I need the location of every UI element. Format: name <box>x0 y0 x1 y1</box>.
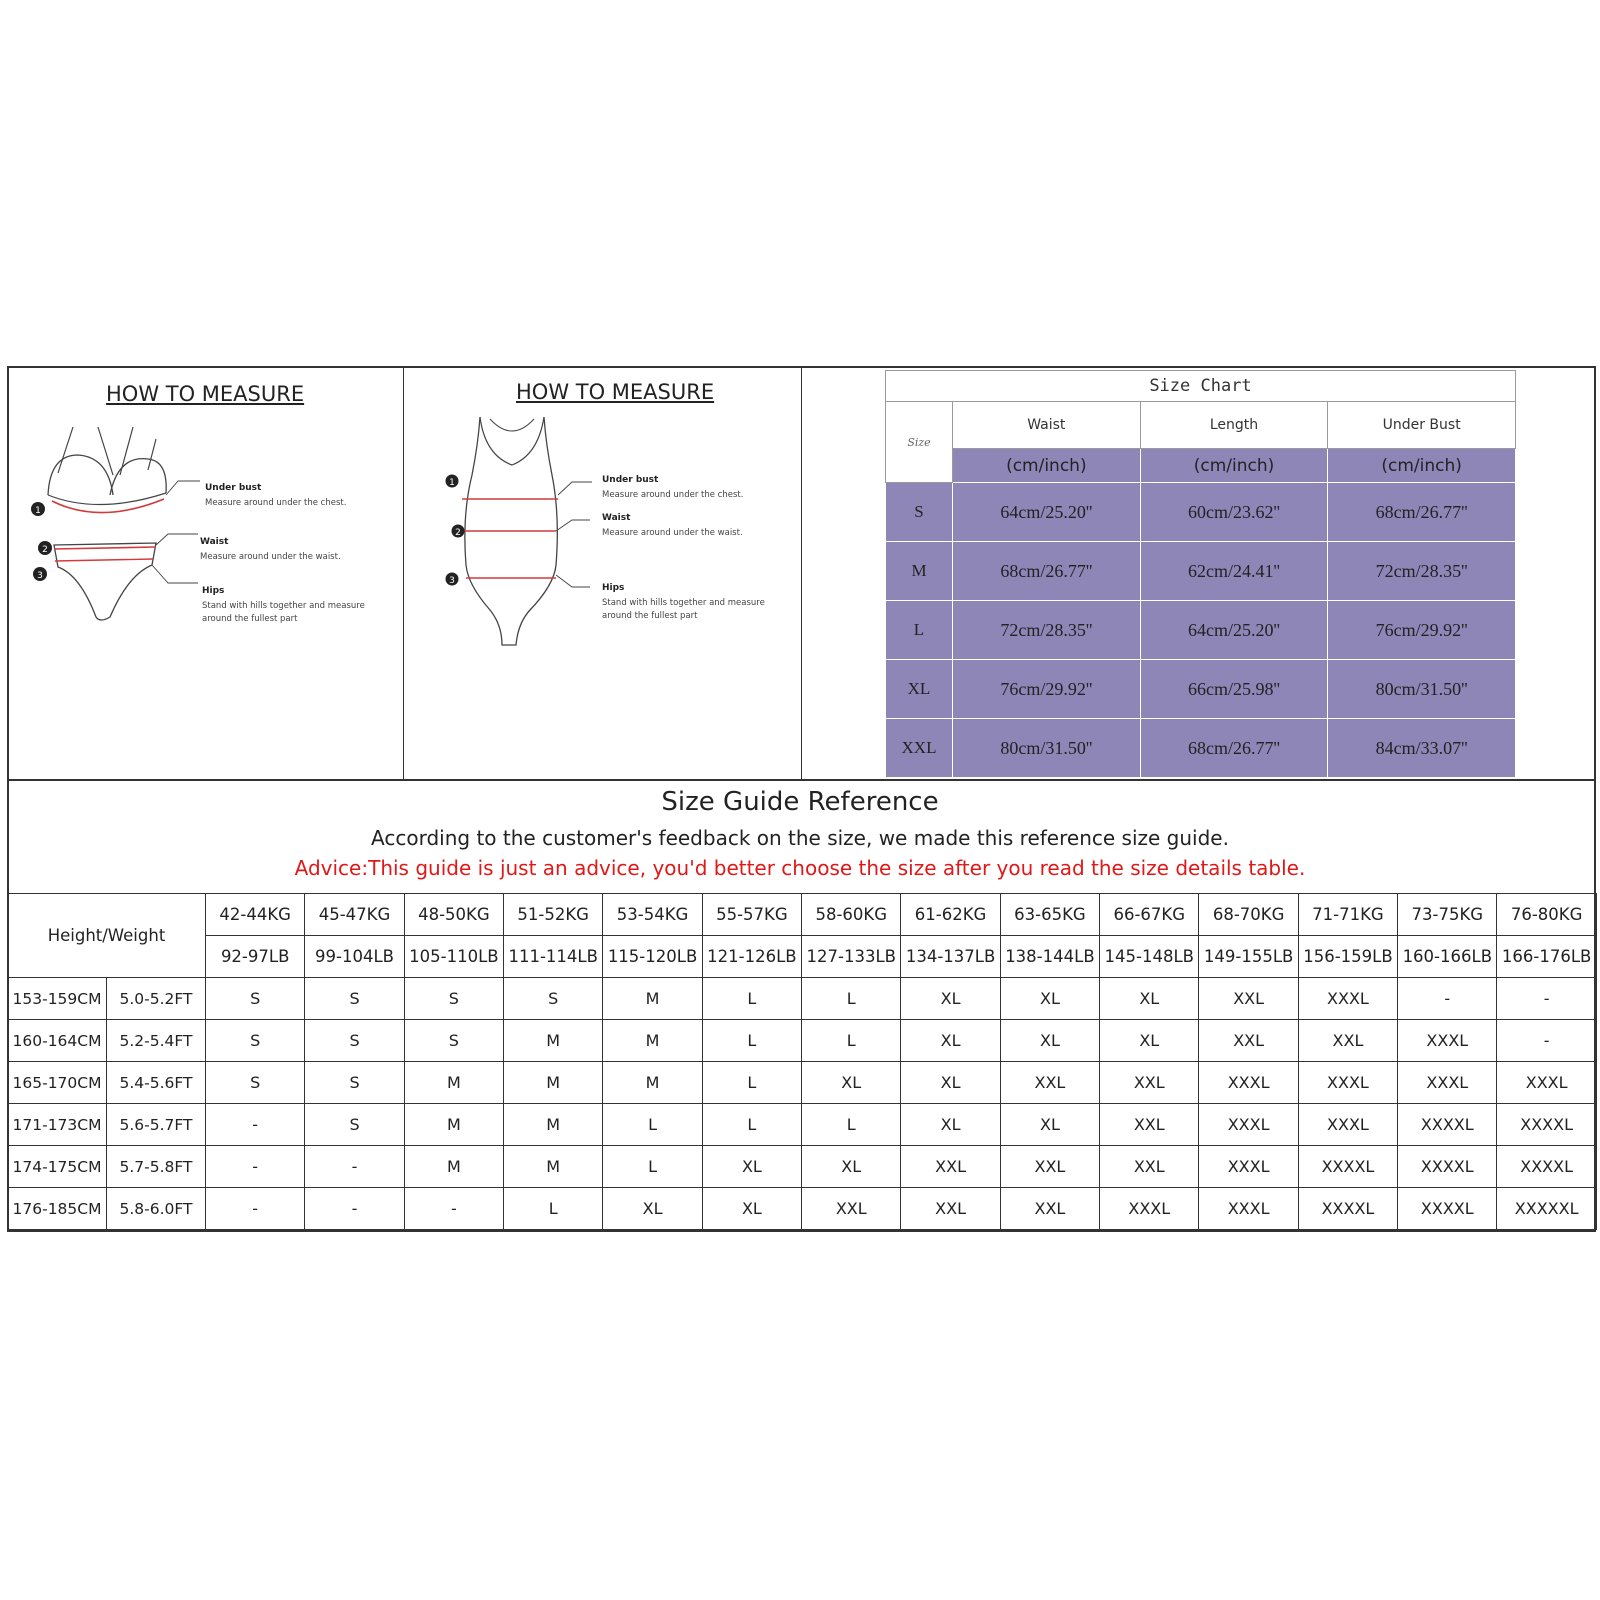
recommended-size-cell: XXL <box>1298 1020 1397 1062</box>
weight-lb-header: 127-133LB <box>802 936 901 978</box>
recommended-size-cell: XL <box>1000 978 1099 1020</box>
weight-lb-row <box>8 936 1597 978</box>
weight-kg-header: 66-67KG <box>1100 894 1199 936</box>
recommended-size-cell: XL <box>702 1146 801 1188</box>
weight-lb-header: 138-144LB <box>1000 936 1099 978</box>
size-chart-row <box>886 601 1516 660</box>
recommended-size-cell: L <box>702 1104 801 1146</box>
recommended-size-cell: XL <box>1000 1104 1099 1146</box>
recommended-size-cell: S <box>404 1020 503 1062</box>
size-guide-title: Size Guide Reference <box>661 787 939 817</box>
recommended-size-cell: XXL <box>1100 1146 1199 1188</box>
recommended-size-cell: XL <box>1100 1020 1199 1062</box>
hips-label: Hips <box>602 583 625 593</box>
recommended-size-cell: XXL <box>1100 1062 1199 1104</box>
weight-lb-header: 99-104LB <box>305 936 404 978</box>
waist-label: Waist <box>602 513 631 523</box>
recommended-size-cell: XXXXL <box>1298 1188 1397 1230</box>
hips-label: Hips <box>202 586 225 596</box>
recommended-size-cell: M <box>603 1020 702 1062</box>
size-value: 66cm/25.98'' <box>1140 660 1328 719</box>
recommended-size-cell: XXL <box>1000 1146 1099 1188</box>
weight-kg-header: 55-57KG <box>702 894 801 936</box>
size-guide-row <box>8 1062 1597 1104</box>
height-ft-cell: 5.7-5.8FT <box>107 1146 206 1188</box>
weight-kg-row <box>8 894 1597 936</box>
recommended-size-cell: M <box>603 978 702 1020</box>
recommended-size-cell: - <box>206 1104 305 1146</box>
recommended-size-cell: S <box>206 978 305 1020</box>
size-value: 84cm/33.07'' <box>1328 719 1516 778</box>
recommended-size-cell: XL <box>802 1062 901 1104</box>
how-to-measure-title: HOW TO MEASURE <box>106 382 305 406</box>
recommended-size-cell: XXXL <box>1298 1062 1397 1104</box>
under-bust-text: Measure around under the chest. <box>602 490 744 500</box>
recommended-size-cell: S <box>305 1104 404 1146</box>
recommended-size-cell: XL <box>901 1062 1000 1104</box>
size-value: 80cm/31.50'' <box>1328 660 1516 719</box>
under-bust-text: Measure around under the chest. <box>205 498 347 508</box>
recommended-size-cell: - <box>1497 1020 1596 1062</box>
weight-kg-header: 53-54KG <box>603 894 702 936</box>
weight-kg-header: 45-47KG <box>305 894 404 936</box>
recommended-size-cell: M <box>504 1062 603 1104</box>
weight-lb-header: 156-159LB <box>1298 936 1397 978</box>
weight-lb-header: 92-97LB <box>206 936 305 978</box>
recommended-size-cell: M <box>404 1146 503 1188</box>
size-value: 68cm/26.77'' <box>1140 719 1328 778</box>
weight-kg-header: 61-62KG <box>901 894 1000 936</box>
recommended-size-cell: XXXL <box>1298 978 1397 1020</box>
size-value: 76cm/29.92'' <box>1328 601 1516 660</box>
recommended-size-cell: XXL <box>1100 1104 1199 1146</box>
recommended-size-cell: XXXL <box>1100 1188 1199 1230</box>
recommended-size-cell: XL <box>603 1188 702 1230</box>
unit-label: (cm/inch) <box>1328 449 1516 483</box>
weight-kg-header: 68-70KG <box>1199 894 1298 936</box>
recommended-size-cell: - <box>305 1188 404 1230</box>
size-guide-advice: Advice:This guide is just an advice, you'd better choose the size after you read the size details table. <box>294 856 1306 880</box>
recommended-size-cell: XXXL <box>1298 1104 1397 1146</box>
recommended-size-cell: XL <box>901 1104 1000 1146</box>
waist-column-header: Waist <box>953 402 1141 449</box>
svg-text:2: 2 <box>42 545 48 555</box>
recommended-size-cell: M <box>504 1146 603 1188</box>
recommended-size-cell: - <box>206 1146 305 1188</box>
recommended-size-cell: L <box>702 1020 801 1062</box>
recommended-size-cell: XXXL <box>1199 1188 1298 1230</box>
size-value: 60cm/23.62'' <box>1140 483 1328 542</box>
size-chart-table <box>885 370 1516 778</box>
recommended-size-cell: M <box>504 1020 603 1062</box>
recommended-size-cell: L <box>504 1188 603 1230</box>
recommended-size-cell: XXXXL <box>1497 1146 1596 1188</box>
size-value: 68cm/26.77'' <box>953 542 1141 601</box>
size-label: L <box>886 601 953 660</box>
waist-text: Measure around under the waist. <box>602 528 743 538</box>
recommended-size-cell: L <box>702 1062 801 1104</box>
waist-text: Measure around under the waist. <box>200 552 341 562</box>
hips-text: Stand with hills together and measure around the fullest part <box>202 601 365 624</box>
recommended-size-cell: XL <box>702 1188 801 1230</box>
recommended-size-cell: - <box>305 1146 404 1188</box>
recommended-size-cell: M <box>404 1062 503 1104</box>
recommended-size-cell: - <box>1497 978 1596 1020</box>
weight-lb-header: 166-176LB <box>1497 936 1596 978</box>
weight-lb-header: 134-137LB <box>901 936 1000 978</box>
recommended-size-cell: L <box>603 1104 702 1146</box>
recommended-size-cell: L <box>603 1146 702 1188</box>
recommended-size-cell: S <box>305 1062 404 1104</box>
recommended-size-cell: - <box>1398 978 1497 1020</box>
size-guide-row <box>8 1146 1597 1188</box>
recommended-size-cell: L <box>802 978 901 1020</box>
size-guide-row <box>8 1020 1597 1062</box>
weight-kg-header: 73-75KG <box>1398 894 1497 936</box>
recommended-size-cell: XXXXL <box>1398 1104 1497 1146</box>
size-chart-row <box>886 660 1516 719</box>
unit-label: (cm/inch) <box>953 449 1141 483</box>
size-value: 72cm/28.35'' <box>1328 542 1516 601</box>
recommended-size-cell: XXXXL <box>1298 1146 1397 1188</box>
height-cm-cell: 153-159CM <box>8 978 107 1020</box>
svg-text:2: 2 <box>455 528 461 538</box>
height-ft-cell: 5.4-5.6FT <box>107 1062 206 1104</box>
weight-lb-header: 111-114LB <box>504 936 603 978</box>
recommended-size-cell: XXXL <box>1398 1020 1497 1062</box>
hips-text: Stand with hills together and measure around the fullest part <box>602 598 765 621</box>
recommended-size-cell: XXXXL <box>1497 1104 1596 1146</box>
height-ft-cell: 5.2-5.4FT <box>107 1020 206 1062</box>
recommended-size-cell: XXL <box>802 1188 901 1230</box>
size-guide-table <box>7 893 1597 1230</box>
unit-label: (cm/inch) <box>1140 449 1328 483</box>
recommended-size-cell: XL <box>901 978 1000 1020</box>
recommended-size-cell: L <box>802 1104 901 1146</box>
size-chart-row <box>886 719 1516 778</box>
recommended-size-cell: XXL <box>901 1146 1000 1188</box>
recommended-size-cell: XXXL <box>1199 1062 1298 1104</box>
size-value: 64cm/25.20'' <box>953 483 1141 542</box>
under-bust-label: Under bust <box>602 475 659 485</box>
size-chart-title: Size Chart <box>886 371 1516 402</box>
height-cm-cell: 171-173CM <box>8 1104 107 1146</box>
waist-label: Waist <box>200 537 229 547</box>
recommended-size-cell: XXXL <box>1199 1104 1298 1146</box>
weight-kg-header: 42-44KG <box>206 894 305 936</box>
svg-text:1: 1 <box>449 478 455 488</box>
height-ft-cell: 5.0-5.2FT <box>107 978 206 1020</box>
weight-kg-header: 51-52KG <box>504 894 603 936</box>
size-guide-row <box>8 1104 1597 1146</box>
recommended-size-cell: XXL <box>1000 1062 1099 1104</box>
svg-text:1: 1 <box>35 506 41 516</box>
size-value: 64cm/25.20'' <box>1140 601 1328 660</box>
recommended-size-cell: XL <box>1100 978 1199 1020</box>
recommended-size-cell: M <box>603 1062 702 1104</box>
recommended-size-cell: XL <box>802 1146 901 1188</box>
weight-lb-header: 115-120LB <box>603 936 702 978</box>
recommended-size-cell: S <box>305 1020 404 1062</box>
height-cm-cell: 174-175CM <box>8 1146 107 1188</box>
height-ft-cell: 5.8-6.0FT <box>107 1188 206 1230</box>
recommended-size-cell: XXXL <box>1398 1062 1497 1104</box>
size-column-label: Size <box>886 402 953 483</box>
size-chart-row <box>886 483 1516 542</box>
height-ft-cell: 5.6-5.7FT <box>107 1104 206 1146</box>
recommended-size-cell: XXL <box>1199 1020 1298 1062</box>
size-value: 80cm/31.50'' <box>953 719 1141 778</box>
recommended-size-cell: L <box>702 978 801 1020</box>
recommended-size-cell: - <box>404 1188 503 1230</box>
recommended-size-cell: XL <box>901 1020 1000 1062</box>
recommended-size-cell: XXL <box>1199 978 1298 1020</box>
weight-kg-header: 48-50KG <box>404 894 503 936</box>
size-guide-subtitle: According to the customer's feedback on the size, we made this reference size guide. <box>371 826 1229 850</box>
length-column-header: Length <box>1140 402 1328 449</box>
weight-lb-header: 145-148LB <box>1100 936 1199 978</box>
svg-text:3: 3 <box>449 576 455 586</box>
recommended-size-cell: S <box>504 978 603 1020</box>
weight-lb-header: 121-126LB <box>702 936 801 978</box>
recommended-size-cell: XXXL <box>1199 1146 1298 1188</box>
recommended-size-cell: XXXXXL <box>1497 1188 1596 1230</box>
height-cm-cell: 176-185CM <box>8 1188 107 1230</box>
recommended-size-cell: XXXXL <box>1398 1188 1497 1230</box>
under-bust-column-header: Under Bust <box>1328 402 1516 449</box>
weight-kg-header: 63-65KG <box>1000 894 1099 936</box>
recommended-size-cell: L <box>802 1020 901 1062</box>
height-cm-cell: 160-164CM <box>8 1020 107 1062</box>
size-label: M <box>886 542 953 601</box>
recommended-size-cell: M <box>404 1104 503 1146</box>
size-value: 72cm/28.35'' <box>953 601 1141 660</box>
recommended-size-cell: XXL <box>1000 1188 1099 1230</box>
weight-kg-header: 76-80KG <box>1497 894 1596 936</box>
height-cm-cell: 165-170CM <box>8 1062 107 1104</box>
recommended-size-cell: XL <box>1000 1020 1099 1062</box>
size-guide-row <box>8 1188 1597 1230</box>
weight-lb-header: 149-155LB <box>1199 936 1298 978</box>
weight-lb-header: 160-166LB <box>1398 936 1497 978</box>
under-bust-label: Under bust <box>205 483 262 493</box>
size-chart-row <box>886 542 1516 601</box>
recommended-size-cell: S <box>206 1020 305 1062</box>
recommended-size-cell: M <box>504 1104 603 1146</box>
recommended-size-cell: XXL <box>901 1188 1000 1230</box>
recommended-size-cell: S <box>206 1062 305 1104</box>
size-label: S <box>886 483 953 542</box>
how-to-measure-title: HOW TO MEASURE <box>516 380 715 404</box>
recommended-size-cell: S <box>305 978 404 1020</box>
size-label: XL <box>886 660 953 719</box>
weight-kg-header: 58-60KG <box>802 894 901 936</box>
svg-text:3: 3 <box>37 571 43 581</box>
size-value: 62cm/24.41'' <box>1140 542 1328 601</box>
weight-kg-header: 71-71KG <box>1298 894 1397 936</box>
size-value: 68cm/26.77'' <box>1328 483 1516 542</box>
size-value: 76cm/29.92'' <box>953 660 1141 719</box>
recommended-size-cell: - <box>206 1188 305 1230</box>
weight-lb-header: 105-110LB <box>404 936 503 978</box>
recommended-size-cell: XXXL <box>1497 1062 1596 1104</box>
size-guide-row <box>8 978 1597 1020</box>
section-divider <box>7 779 1596 781</box>
recommended-size-cell: S <box>404 978 503 1020</box>
height-weight-label: Height/Weight <box>8 894 206 978</box>
recommended-size-cell: XXXXL <box>1398 1146 1497 1188</box>
size-label: XXL <box>886 719 953 778</box>
